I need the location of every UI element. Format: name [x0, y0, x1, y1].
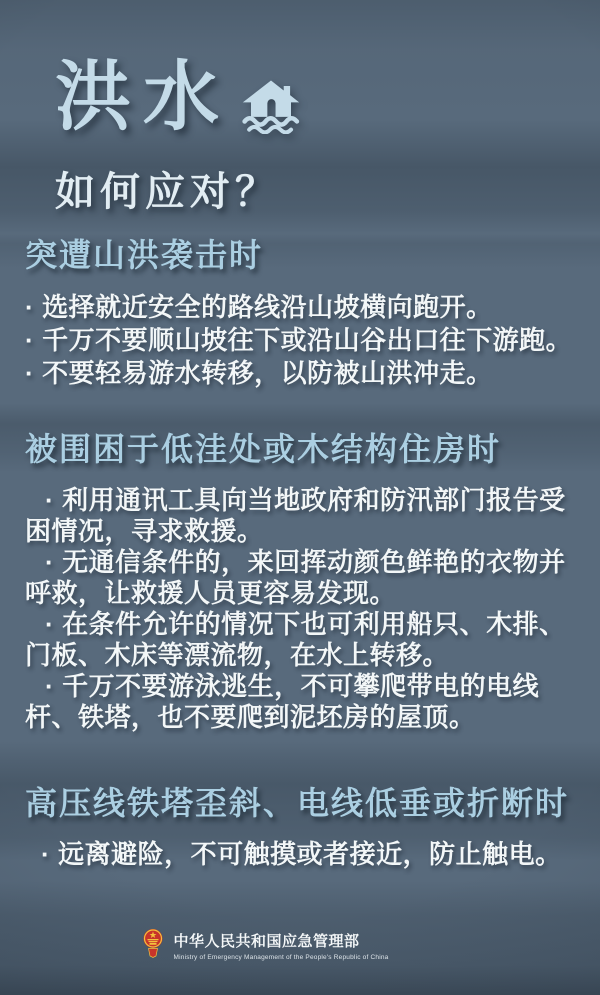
bullet-dot: · — [45, 485, 55, 515]
poster-title: 洪水 — [55, 55, 231, 140]
china-national-emblem-icon — [142, 928, 164, 962]
bullet-item — [25, 485, 578, 547]
title-row — [55, 55, 301, 140]
bullet-item — [25, 547, 578, 609]
bullet-dot: · — [25, 325, 35, 355]
bullet-item — [25, 291, 587, 324]
bullet-item — [25, 609, 578, 671]
poster-footer — [0, 928, 565, 962]
section-heading: 高压线铁塔歪斜、电线低垂或折断时 — [25, 785, 570, 821]
poster-subtitle: 如何应对？ — [55, 170, 280, 214]
section-heading: 被围困于低洼处或木结构住房时 — [25, 431, 502, 467]
bullet-text: 远离避险，不可触摸或者接近，防止触电。 — [58, 839, 562, 869]
bullet-item — [25, 839, 587, 869]
bullet-item — [25, 324, 587, 357]
poster-header — [55, 55, 301, 217]
bullet-text: 不要轻易游水转移，以防被山洪冲走。 — [42, 358, 493, 388]
bullet-dot: · — [45, 671, 55, 701]
bullet-item — [25, 357, 587, 390]
flooded-house-icon — [241, 78, 301, 134]
bullet-dot: · — [45, 609, 55, 639]
bullet-item — [25, 671, 578, 733]
section-mountain-flood — [25, 230, 587, 390]
ministry-name-cn: 中华人民共和国应急管理部 — [173, 932, 360, 950]
bullet-text: 选择就近安全的路线沿山坡横向跑开。 — [42, 292, 493, 322]
bullet-list — [25, 291, 587, 390]
bullet-text: 无通信条件的，来回挥动颜色鲜艳的衣物并呼救，让救援人员更容易发现。 — [25, 547, 566, 608]
bullet-dot: · — [41, 839, 51, 869]
bullet-dot: · — [45, 547, 55, 577]
bullet-text: 在条件允许的情况下也可利用船只、木排、门板、木床等漂流物，在水上转移。 — [25, 609, 566, 670]
bullet-text: 利用通讯工具向当地政府和防汛部门报告受困情况，寻求救援。 — [25, 485, 566, 546]
ministry-name-en: Ministry of Emergency Management of the People's Republic of China — [173, 953, 389, 961]
bullet-list — [25, 485, 578, 733]
bullet-dot: · — [25, 292, 35, 322]
section-trapped-lowland — [25, 424, 578, 733]
bullet-text: 千万不要游泳逃生，不可攀爬带电的电线杆、铁塔，也不要爬到泥坯房的屋顶。 — [25, 671, 540, 732]
section-power-lines — [25, 778, 587, 869]
bullet-dot: · — [25, 358, 35, 388]
bullet-text: 千万不要顺山坡往下或沿山谷出口往下游跑。 — [42, 325, 573, 355]
bullet-list — [25, 839, 587, 869]
section-heading: 突遭山洪袭击时 — [25, 237, 264, 273]
footer-text — [174, 930, 389, 961]
